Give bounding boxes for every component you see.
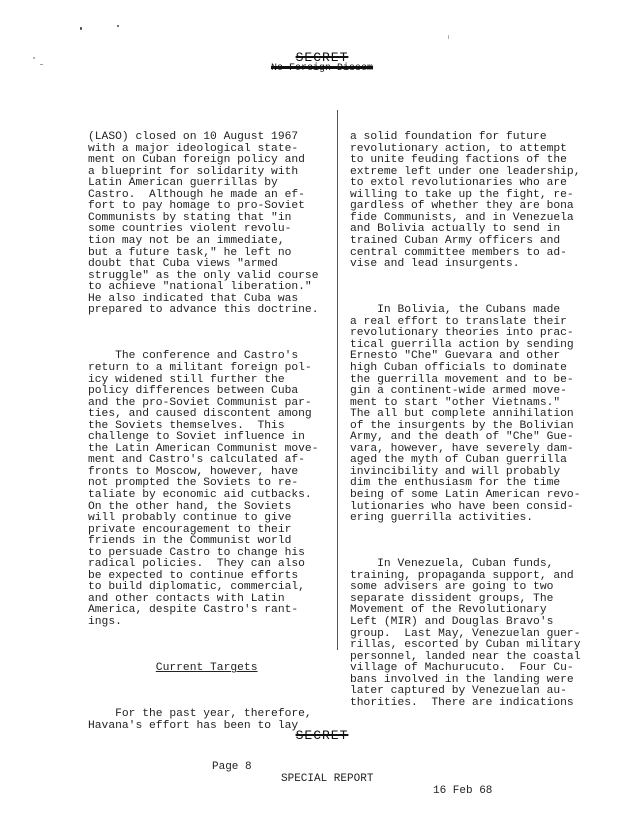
left-paragraph-3: For the past year, therefore, Havana's effort has been to lay [88, 708, 312, 732]
report-date: 16 Feb 68 [433, 785, 493, 797]
scan-speck [80, 27, 82, 30]
page-footer [0, 749, 644, 809]
dissemination-control: No Foreign Dissem [270, 63, 374, 74]
right-column [350, 109, 620, 732]
right-paragraph-2: In Bolivia, the Cubans made a real effort to translate their revolutionary theories into prac- tical guerrilla action by sending Ernesto "Che" Guevara and other high Cuban officials to dominate the guerrilla movement and to be- gin a continent-wide armed move- ment to start "other Vietnams." The all but complete annihilation of the insurgents by the Bolivian Army, and the death of "Che" Gue- vara, however, have severely dam- aged the myth of Cuban guerrilla invincibility and will probably dim the enthusiasm for the time being of some Latin American revo- lutionaries who have been consid- ering guerrilla activities. [350, 304, 581, 525]
left-paragraph-1: (LASO) closed on 10 August 1967 with a major ideological state- ment on Cuban foreign policy and a blueprint for solidarity with Latin American guerrillas by Castro. Although he made an ef- fort to pay homage to pro-Soviet Communists by stating that "in some countries violent revolu- tion may not be an immediate, but a future task," he left no doubt that Cuba views "armed struggle" as the only valid course to achieve "national liberation." He also indicated that Cuba was prepared to advance this doctrine. [88, 131, 319, 317]
column-divider [337, 110, 338, 650]
left-column [88, 109, 328, 755]
page-number: Page 8 [212, 761, 252, 773]
scan-speck [117, 25, 119, 27]
classification-marking-top: SECRET [295, 50, 349, 65]
classification-marking-bottom: SECRET [295, 728, 349, 743]
report-type: SPECIAL REPORT [281, 773, 374, 785]
right-paragraph-1: a solid foundation for future revolutionary action, to attempt to unite feuding factions of the extreme left under one leadership, to extol revolutionaries who are willing to take up the fight, re- gardless of whether they are bona fide Communists, and in Venezuela and Bolivia actually to send in trained Cuban Army officers and central committee members to ad- vise and lead insurgents. [350, 131, 581, 271]
left-paragraph-2: The conference and Castro's return to a militant foreign pol- icy widened still further the policy differences between Cuba and the pro-Soviet Communist par- ties, and caused discontent among the Soviets themselves. This challenge to Soviet influence in the Latin American Communist move- ment and Castro's calculated af- fronts to Moscow, however, have not prompted the Soviets to re- taliate by economic aid cutbacks. On the other hand, the Soviets will probably continue to give private encouragement to their friends in the Communist world to persuade Castro to change his radical policies. They can also be expected to continue efforts to build diplomatic, commercial, and other contacts with Latin America, despite Castro's rant- ings. [88, 350, 319, 629]
section-heading: Current Targets [155, 662, 258, 675]
scan-speck [448, 35, 449, 39]
right-paragraph-3: In Venezuela, Cuban funds, training, propaganda support, and some advisers are going to two separate dissident groups, The Movement of the Revolutionary Left (MIR) and Douglas Bravo's group. Last May, Venezuelan guer- rillas, escorted by Cuban military personnel, landed near the coastal village of Machurucuto. Four Cu- bans involved in the landing were later captured by Venezuelan au- thorities. There are indications [350, 558, 581, 709]
